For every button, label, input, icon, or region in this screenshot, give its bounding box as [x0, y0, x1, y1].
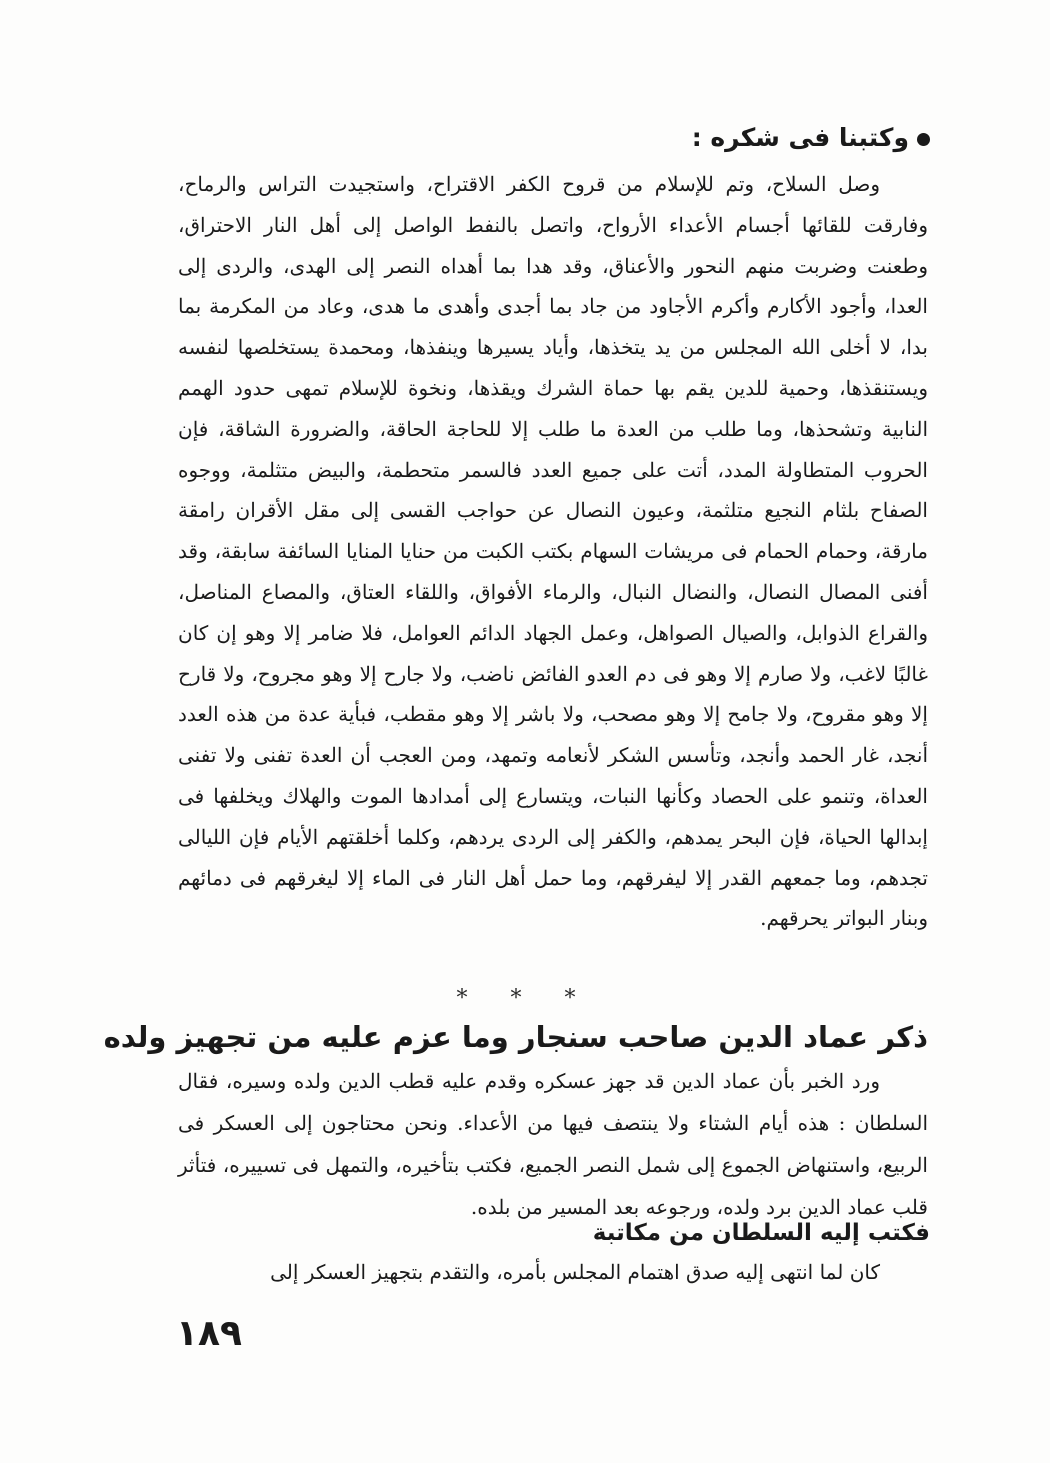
- paragraph-1: وصل السلاح، وتم للإسلام من قروح الكفر الاقتراح، واستجيدت التراس والرماح، وفارقت للقائها أجسام الأعداء الأرواح، واتصل بالنفط الواصل إلى أهل النار الاحتراق، وطعنت وضربت منهم النحور والأعناق، وقد هدا بما أهداه النصر إلى الهدى، والردى إلى العدا، وأجود الأكارم وأكرم الأجاود من جاد بما أجدى وأهدى ما هدى، وعاد من المكرمة بما بدا، لا أخلى الله المجلس من يد يتخذها، وأياد يسيرها وينفذها، ومحمدة يستخلصها لنفسه ويستنقذها، وحمية للدين يقم بها حماة الشرك ويقذها، ونخوة للإسلام تمهى حدود الهمم النابية وتشحذها، وما طلب من العدة ما طلب إلا للحاجة الحاقة، والضرورة الشاقة، فإن الحروب المتطاولة المدد، أتت على جميع العدد فالسمر متحطمة، والبيض متثلمة، ووجوه الصفاح بلثام النجيع متلثمة، وعيون النصال عن حواجب القسى إلى مقل الأقران رامقة مارقة، وحمام الحمام فى مريشات السهام بكتب الكبت من حنايا المنايا السائفة سابقة، وقد أفنى المصال النصال، والنضال النبال، والرماء الأفواق، واللقاء العتاق، والمصاع المناصل، والقراع الذوابل، والصيال الصواهل، وعمل الجهاد الدائم العوامل، فلا ضامر إلا وهو إن كان غالبًا لاغب، ولا صارم إلا وهو فى دم العدو الفائض ناضب، ولا جارح إلا وهو مجروح، ولا قارح إلا وهو مقروح، ولا جامح إلا وهو مصحب، ولا باشر إلا وهو مقطب، فبأية عدة من هذه العدد أنجد، غار الحمد وأنجد، وتأسس الشكر لأنعامه وتمهد، ومن العجب أن العدة تفنى ولا تفنى العداة، وتنمو على الحصاد وكأنها النبات، ويتسارع إلى أمدادها الموت والهلاك ويخلفها فى إبدالها الحياة، فإن البحر يمدهم، والكفر إلى الردى يردهم، وكلما أخلقتهم الأيام فإن الليالى تجدهم، وما جمعهم القدر إلا ليفرقهم، وما حمل أهل النار فى الماء إلا ليغرقهم فى دمائهم وبنار البواتر يحرقهم.: [178, 172, 928, 931]
- bullet-icon: [917, 133, 930, 146]
- section-separator: * * *: [456, 986, 594, 1011]
- section-title: ذكر عماد الدين صاحب سنجار وما عزم عليه من تجهيز ولده: [103, 1020, 928, 1054]
- page-number: ١٨٩: [176, 1313, 242, 1354]
- intro-heading-text: وكتبنا فى شكره :: [691, 123, 909, 152]
- paragraph-3: كان لما انتهى إليه صدق اهتمام المجلس بأمره، والتقدم بتجهيز العسكر إلى: [270, 1260, 880, 1284]
- paragraph-2: ورد الخبر بأن عماد الدين قد جهز عسكره وقدم عليه قطب الدين ولده وسيره، فقال السلطان : هذه أيام الشتاء ولا ينتصف فيها من الأعداء. ونحن محتاجون إلى العسكر فى الربيع، واستنهاض الجموع إلى شمل النصر الجميع، فكتب بتأخيره، والتمهل فى تسييره، فتأثر قلب عماد الدين برد ولده، ورجوعه بعد المسير من بلده.: [178, 1069, 928, 1219]
- subheading: فكتب إليه السلطان من مكاتبة: [592, 1220, 930, 1246]
- intro-heading: [692, 118, 930, 158]
